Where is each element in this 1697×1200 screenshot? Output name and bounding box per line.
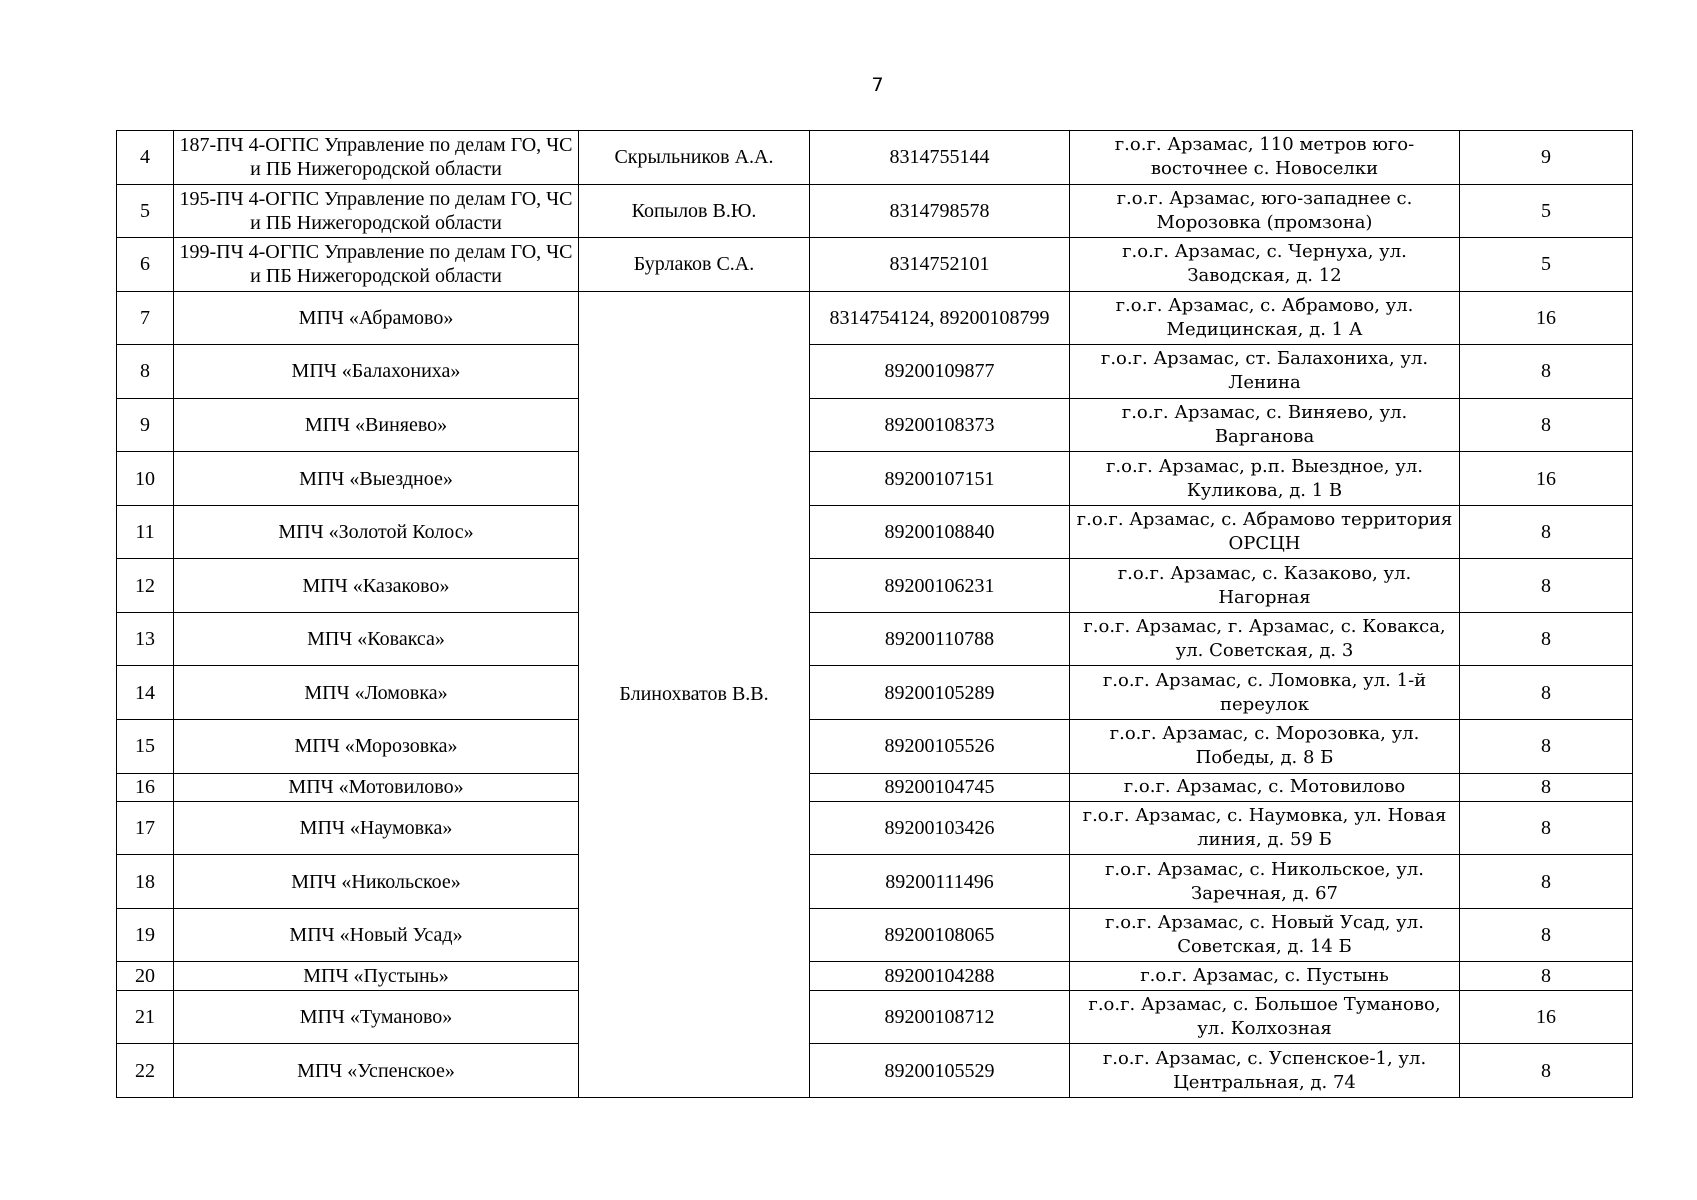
row-number: 12 xyxy=(117,559,174,613)
staff-count: 8 xyxy=(1460,855,1633,909)
head-name: Скрыльников А.А. xyxy=(579,131,810,185)
staff-count: 16 xyxy=(1460,291,1633,345)
row-number: 4 xyxy=(117,131,174,185)
address: г.о.г. Арзамас, с. Успенское-1, ул. Центральная, д. 74 xyxy=(1070,1044,1460,1098)
unit-name: МПЧ «Золотой Колос» xyxy=(174,505,579,559)
row-number: 7 xyxy=(117,291,174,345)
address: г.о.г. Арзамас, с. Ломовка, ул. 1-й переулок xyxy=(1070,666,1460,720)
address: г.о.г. Арзамас, г. Арзамас, с. Ковакса, ул. Советская, д. 3 xyxy=(1070,612,1460,666)
row-number: 11 xyxy=(117,505,174,559)
shared-head-name: Блинохватов В.В. xyxy=(579,291,810,1097)
staff-count: 16 xyxy=(1460,990,1633,1044)
table-row xyxy=(117,559,1633,613)
table-row xyxy=(117,990,1633,1044)
phone-number: 89200103426 xyxy=(810,801,1070,855)
table-row xyxy=(117,238,1633,292)
phone-number: 89200105289 xyxy=(810,666,1070,720)
row-number: 15 xyxy=(117,720,174,774)
unit-name: МПЧ «Выездное» xyxy=(174,452,579,506)
row-number: 17 xyxy=(117,801,174,855)
table-row xyxy=(117,398,1633,452)
unit-name: МПЧ «Никольское» xyxy=(174,855,579,909)
phone-number: 89200106231 xyxy=(810,559,1070,613)
staff-count: 16 xyxy=(1460,452,1633,506)
unit-name: МПЧ «Наумовка» xyxy=(174,801,579,855)
unit-name: 199-ПЧ 4-ОГПС Управление по делам ГО, ЧС и ПБ Нижегородской области xyxy=(174,238,579,292)
address: г.о.г. Арзамас, с. Казаково, ул. Нагорная xyxy=(1070,559,1460,613)
row-number: 8 xyxy=(117,345,174,399)
table-row xyxy=(117,505,1633,559)
table-row xyxy=(117,720,1633,774)
phone-number: 89200104288 xyxy=(810,962,1070,990)
phone-number: 89200110788 xyxy=(810,612,1070,666)
address: г.о.г. Арзамас, с. Мотовилово xyxy=(1070,773,1460,801)
address: г.о.г. Арзамас, 110 метров юго-восточнее с. Новоселки xyxy=(1070,131,1460,185)
row-number: 13 xyxy=(117,612,174,666)
address: г.о.г. Арзамас, с. Чернуха, ул. Заводская, д. 12 xyxy=(1070,238,1460,292)
phone-number: 89200108373 xyxy=(810,398,1070,452)
phone-number: 89200105526 xyxy=(810,720,1070,774)
table-row xyxy=(117,773,1633,801)
unit-name: МПЧ «Новый Усад» xyxy=(174,908,579,962)
phone-number: 8314755144 xyxy=(810,131,1070,185)
row-number: 16 xyxy=(117,773,174,801)
staff-count: 9 xyxy=(1460,131,1633,185)
head-name: Бурлаков С.А. xyxy=(579,238,810,292)
row-number: 5 xyxy=(117,184,174,238)
phone-number: 89200108712 xyxy=(810,990,1070,1044)
head-name: Копылов В.Ю. xyxy=(579,184,810,238)
staff-count: 8 xyxy=(1460,345,1633,399)
unit-name: МПЧ «Пустынь» xyxy=(174,962,579,990)
staff-count: 8 xyxy=(1460,720,1633,774)
phone-number: 89200109877 xyxy=(810,345,1070,399)
address: г.о.г. Арзамас, с. Наумовка, ул. Новая линия, д. 59 Б xyxy=(1070,801,1460,855)
row-number: 6 xyxy=(117,238,174,292)
address: г.о.г. Арзамас, с. Абрамово территория ОРСЦН xyxy=(1070,505,1460,559)
staff-count: 8 xyxy=(1460,505,1633,559)
phone-number: 89200104745 xyxy=(810,773,1070,801)
fire-stations-table xyxy=(116,130,1633,1098)
table-row xyxy=(117,452,1633,506)
row-number: 9 xyxy=(117,398,174,452)
staff-count: 5 xyxy=(1460,184,1633,238)
phone-number: 8314754124, 89200108799 xyxy=(810,291,1070,345)
staff-count: 8 xyxy=(1460,908,1633,962)
address: г.о.г. Арзамас, с. Абрамово, ул. Медицинская, д. 1 А xyxy=(1070,291,1460,345)
address: г.о.г. Арзамас, с. Пустынь xyxy=(1070,962,1460,990)
address: г.о.г. Арзамас, с. Новый Усад, ул. Советская, д. 14 Б xyxy=(1070,908,1460,962)
table-row xyxy=(117,345,1633,399)
phone-number: 8314752101 xyxy=(810,238,1070,292)
staff-count: 8 xyxy=(1460,666,1633,720)
staff-count: 8 xyxy=(1460,962,1633,990)
address: г.о.г. Арзамас, ст. Балахониха, ул. Ленина xyxy=(1070,345,1460,399)
table-row xyxy=(117,131,1633,185)
phone-number: 89200107151 xyxy=(810,452,1070,506)
staff-count: 5 xyxy=(1460,238,1633,292)
row-number: 14 xyxy=(117,666,174,720)
unit-name: МПЧ «Туманово» xyxy=(174,990,579,1044)
table-row xyxy=(117,962,1633,990)
address: г.о.г. Арзамас, р.п. Выездное, ул. Куликова, д. 1 В xyxy=(1070,452,1460,506)
phone-number: 89200111496 xyxy=(810,855,1070,909)
unit-name: МПЧ «Виняево» xyxy=(174,398,579,452)
row-number: 21 xyxy=(117,990,174,1044)
unit-name: 187-ПЧ 4-ОГПС Управление по делам ГО, ЧС и ПБ Нижегородской области xyxy=(174,131,579,185)
unit-name: МПЧ «Морозовка» xyxy=(174,720,579,774)
unit-name: МПЧ «Ковакса» xyxy=(174,612,579,666)
page-number: 7 xyxy=(871,74,884,96)
address: г.о.г. Арзамас, с. Большое Туманово, ул. Колхозная xyxy=(1070,990,1460,1044)
table-row xyxy=(117,184,1633,238)
table-row xyxy=(117,1044,1633,1098)
phone-number: 89200108840 xyxy=(810,505,1070,559)
row-number: 20 xyxy=(117,962,174,990)
table-row xyxy=(117,666,1633,720)
unit-name: МПЧ «Ломовка» xyxy=(174,666,579,720)
staff-count: 8 xyxy=(1460,1044,1633,1098)
phone-number: 89200105529 xyxy=(810,1044,1070,1098)
address: г.о.г. Арзамас, с. Никольское, ул. Заречная, д. 67 xyxy=(1070,855,1460,909)
unit-name: МПЧ «Балахониха» xyxy=(174,345,579,399)
unit-name: МПЧ «Мотовилово» xyxy=(174,773,579,801)
unit-name: МПЧ «Успенское» xyxy=(174,1044,579,1098)
unit-name: 195-ПЧ 4-ОГПС Управление по делам ГО, ЧС и ПБ Нижегородской области xyxy=(174,184,579,238)
table-row xyxy=(117,908,1633,962)
row-number: 18 xyxy=(117,855,174,909)
table-row xyxy=(117,801,1633,855)
table-row xyxy=(117,291,1633,345)
address: г.о.г. Арзамас, юго-западнее с. Морозовка (промзона) xyxy=(1070,184,1460,238)
phone-number: 89200108065 xyxy=(810,908,1070,962)
unit-name: МПЧ «Абрамово» xyxy=(174,291,579,345)
phone-number: 8314798578 xyxy=(810,184,1070,238)
address: г.о.г. Арзамас, с. Морозовка, ул. Победы, д. 8 Б xyxy=(1070,720,1460,774)
unit-name: МПЧ «Казаково» xyxy=(174,559,579,613)
row-number: 22 xyxy=(117,1044,174,1098)
address: г.о.г. Арзамас, с. Виняево, ул. Варганова xyxy=(1070,398,1460,452)
row-number: 19 xyxy=(117,908,174,962)
staff-count: 8 xyxy=(1460,773,1633,801)
staff-count: 8 xyxy=(1460,559,1633,613)
table-row xyxy=(117,855,1633,909)
staff-count: 8 xyxy=(1460,801,1633,855)
table-row xyxy=(117,612,1633,666)
staff-count: 8 xyxy=(1460,398,1633,452)
row-number: 10 xyxy=(117,452,174,506)
staff-count: 8 xyxy=(1460,612,1633,666)
